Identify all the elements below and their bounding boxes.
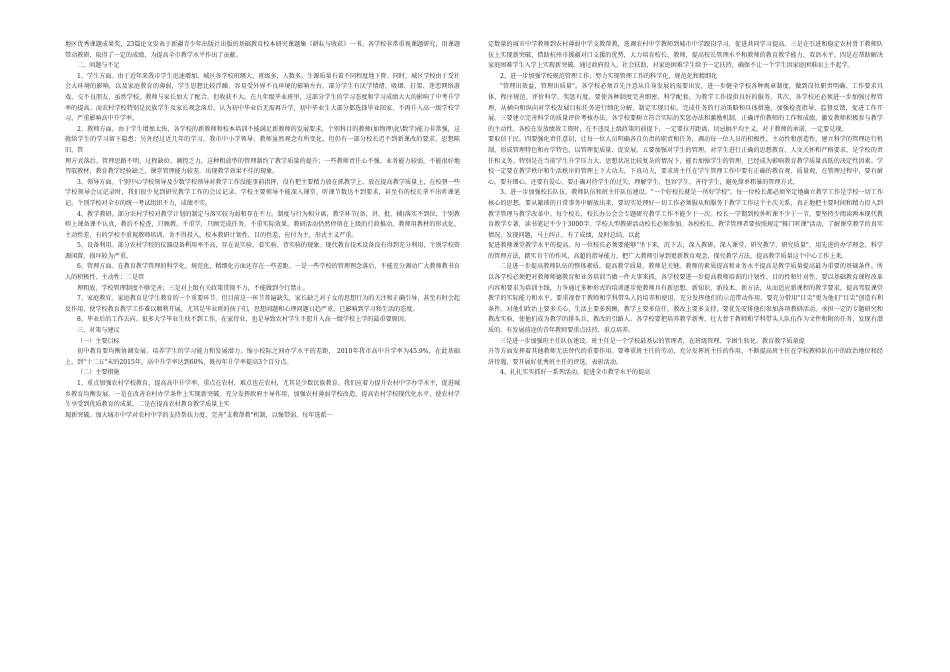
- section-heading: 4、扎扎实实抓好一系列活动，促进全市教学水平的提高: [500, 369, 651, 377]
- paragraph: "管理出效益，管理出质量"。各学校必须首先注意从自身发展的需要出发，进一步健全学校各种规章制度，做到岗位职责明确、工作要求具体、程序规范、评价科学、奖惩有度。要使各种制度完善细密、科学配套，为教学工作提供良好的服务。其次，各学校还必须进一步加强过程管理，从横向和纵向对学校发展目标任务进行细化分解，制定实现目标、完成任务的行动策略和具体措施，加强检查指导、监督反馈，促进工作开展。三要建立完善科学的质量评价考核办法。各学校要树立符合实际的奖惩办法和激励机制，正确评价教师的工作和成绩，激发教师积极参与教学的主动性。各校在发放绩效工资时，在不违反上级政策的前提下，一定要拉开距离，切忌搞平均主义。对于教师的承诺，一定要兑现。: [488, 83, 883, 133]
- section-heading: 三、对策与建议: [77, 327, 120, 335]
- paragraph: 理方式落后、管理思路不明、过程缺位、调控乏力，这种粗放型的管理制约了教学质量的提升；一些教师责任心不强、业务能力较弱，不能很好地驾驭教材，教育教学经验缺乏，课堂管理能力较差，出现教学效果不佳的现象。: [65, 157, 460, 176]
- paragraph: 促进教师课堂教学水平的提高。每一位校长必须要能够"坐下来，沉下去，深入教研，深入课堂，研究教学，研究质量"，用先进的办学理念、科学的管理方法，踏实肯干的作风，高超的指导能力，把广大教师引导到更新教育观念，探究教学方法，提高教学质量这个中心工作上来。: [488, 242, 883, 260]
- paragraph: 初中教育要均衡协调发展。培养学生的学习能力和发展潜力。缩小校际之间办学水平的差距， 2010年我市高中升学率为45.9%，在此基础上，到"十二五"末的2015年，高中升学率达到60%，既每年升学率提高3个百分点。: [65, 348, 460, 366]
- right-column: [488, 40, 883, 379]
- paragraph: 二是进一步提高教师队伍的整体素质。提高教学质量，教师是关键。教师的素质提高和业务水平提高是教学质量提高最为重要的基础条件。所以各学校必须把对教师师德教育和业务培训当做一件大事来抓。各学校要进一步提高教师培训的计划性、目的性和针对性，要以基础教育课程改革内容和要求为培训主线，力争通过多种形式的培训逐步使教师具有新思想、新知识、新技术、新方法，从而适应新课程的教学要求，提高驾驭课堂教学的实际能力和水平。要重视骨干教师和学科带头人的培养和使用，充分发挥他们的示范带动作用，要充分借用"目尖"更为他们"目尖"创造有利条件。对他们政治上要多关心，生活上要多照顾，教学上要多信任，教改上要多支持，要优先安排他们参加各项教研活动，承担一定的专题研究和教改实验，使他们成为教学的排头兵、教改的引路人。各学校要把培养教学新秀、壮大骨干教师和学科带头人队伍作为文件和附的任务，发现有潜质的、有发展前途的青年教师要重点扶持、重点培养。: [488, 263, 883, 335]
- paragraph: 定数量的城市中学教师到农村薄弱中学支教帮教，选调农村中学教师到城市中学跟岗学习，促进共同学习提高。三是在引进和稳定农村骨干教师队伍上实现新突破，借助杭州市援疆对口支援的优势，大力培育校长、教师，提高校长管理水平和教师的教育教学能力、双语水平。四是在帮助解决家庭困难学生入学上实现新突破。通过政府投入、社会扶助，对家庭困难学生给予一定扶持，确保不让一个学生因家庭困难而上不起学。: [488, 41, 883, 70]
- paragraph: 现新突破。加大城市中学对农村中学的支持帮扶力度，完善"支教帮教"机制，以强带弱，每年选派一: [65, 411, 333, 419]
- paragraph: 6、管理方面。在教育教学管理的科学化、规范化、精细化方面还存在一些差距。一是一些学校的管理理念落后，不能充分调动广大教师教书育人的积极性、主动性；二是管: [65, 263, 460, 282]
- paragraph: 升等方面发挥着其他教师无法替代的重要作用。要尊重班主任的劳动，充分发挥班主任的作用，不断提高班主任在学校教师队伍中的政治地位和经济待遇，要开展好优秀班主任的评选、表彰活动。: [488, 348, 883, 366]
- paragraph: 4、教学教研。部分农村学校对教学计划的制定与落实较为弱和存在不力。制度与行为相分离，教学环节(备、讲、批、辅)落实不到位，个别教师上课备课不认真，教后不检查，只顾教，不重学，只顾完成任务，不重实际效果。教研活动仍然停留在上级的行政推动，教师用教材的形式化、主动性差，有的学校不重视教师培训，舍不得投入，校本教研计划性、目的性差，应付为主，形式主义严重。: [65, 210, 460, 239]
- section-heading: 二、问题与不足: [77, 62, 120, 70]
- paragraph: 地区优秀课题成果奖，23篇论文发表于新疆青少年出版社出版的基础教育校本研究课题集《耕耘与收获》一书。各学校非常重视课题研究，用课题带动教研，取得了一定的成绩，为提高全市教学水平作出了贡献。: [65, 41, 460, 59]
- subsection-heading: （二）主要措施: [77, 369, 120, 377]
- paragraph: 三是进一步加强班主任队伍建设。班主任是一个学校最基层的管理者，在班级管理、学困生转化、教育教学质量提: [500, 337, 805, 345]
- paragraph: 1、学生方面。由于近年来我市学生迅速增加，城区各学校班额大，班级多，人数多，生源质量有着不同程度地下降。同时，城区学校由于受社会大环境的影响，以及家庭教育的薄弱，学生思想比较浮躁，容易受外界不良环境的影响左右。部分学生有厌学情绪，吸烟、打架、迷恋网络游戏、交不良朋友，虽然学校、教师与家长加大了配合，但收获不大。在九年级毕业班里，这部分学生的学习态度和学习成绩大大的影响了中考升学率的提高。而农村学校特别是民族学生及家长观念落后，认为初中毕业后无需再升学，初中毕业生大部分都选择毕业回家，不再升入高一级学校学习，严重影响高中升学率。: [65, 72, 460, 123]
- paragraph: 7、家庭教育。家庭教育是学生教育的一个重要环节。但目前这一环节普遍缺失，家长缺乏对子女的思想行为的关注和正确引导，甚至有时会起反作用，使学校教育教学工作难以顺利开展，尤其是毕业班的孩子们，思想问题和心理问题日趋严重，已影响到学习和生活的态度。: [65, 295, 460, 313]
- paragraph: 5、设备利用。部分农村学校的仪器设备利用率不高，存在说实验、看实验、背实验的现象。现代教育技术设备没有得到充分利用，个别学校资源闲置、损坏较为严重。: [65, 242, 460, 260]
- left-column: [65, 40, 460, 421]
- paragraph: 理粗放，学校管理制度不够完善；三是对上级有关政策贯彻不力，不能做到令行禁止。: [77, 284, 309, 292]
- paragraph: 3、领导方面。个别中心学校领导及少数学校领导对教学工作没能事前指挥，没有把主要精力放在抓教学上，放在提高教学质量上，在校督一些学校领导会议记录时，我们很少见到研究教学工作的会议记录。学校主要领导不能深入课堂，听课节数达不到要求，甚至有的校长拿不出听课笔记。个别学校对全市的统一考试组织不力，成绩不实。: [65, 178, 460, 207]
- section-heading: 2、进一步加强学校规范管理工作，努力实现管理工作的科学化、规范化和精细化: [500, 72, 718, 80]
- paragraph: 3、进一步加强校长队伍、教师队伍和班主任队伍建设。"一个好校长就是一所好学校"。每一位校长都必须坚定地确立教学工作是学校一切工作核心的思想，要从繁琐的日常事务中解放出来，要切实处理好一切工作必须服从和服务于教学工作这个主次关系，真正地把主要时间和精力投入到教学管理与教学改革中。每个校长，校长办公会会专题研究教学工作不能少于一次。校长一学期到校外听课不少于一节，要坚持少阅读两本现代教育教学专著，读书笔记不少于3000字。学校大型教研活动校长必须参加。各校校长、教学管理者要按照规定"推门听课"活动，了解课堂教学的真实情况，发现问题，马上纠正，有了成绩，及时总结，以此: [488, 189, 883, 239]
- paragraph: 1、重点加强农村学校教育，提高高中升学率，重点在农村，难点也在农村，尤其是少数民族教育。我们应着力提升农村中学办学水平，促进城乡教育均衡发展。一是在改善农村办学条件上实现新突破。充分发挥政府主导作用，加强农村薄弱学校改造，提高农村学校现代化水平，使农村学生享受到优质教育的成果。二是在提高农村教育教学质量上实: [65, 380, 460, 409]
- paragraph: 2、教师方面。由于学生增加太快，各学校的新教师和校本培训不能满足新教师的发展要求，个别科目的教师(如物理\化\数学)能力非常强，这就给学生的学习留下隐患；另外经过近几年的学习，我市中小学领导、教师虽然观念有所变化，但仍有一部分校长迟不到新课改的要求，思想陈旧、管: [65, 125, 460, 154]
- paragraph: 要取信于民。四要强化责任意识，让每一位人员明确各自负责的职责和任务，调动每一位人员的积极性、主动性和创造性，建立科学的管理运行机制，形成管理特色和办学特色，以管理促质量、促发展。五要加强对学生的管理。对学生进行正确的思想教育、人文关怀和严格要求，是学校的责任和义务。特别是在当前学生升学压力大、思想状况比较复杂的情况下，能否加强学生的管理，已经成为影响教育教学质量高低的决定性因素。学校一定要在教学秩序和生活秩序的管理上下大功夫，下真功夫，要求班主任在学生管理工作中要有正确的教育观、质量观，在管理过程中，要有耐心、要有细心、还要有爱心，要正确对待学生的过失，理解学生，包容学生，善待学生，避免简单粗暴的管理方式。: [488, 136, 883, 186]
- paragraph: 8、毕业后的工作去向。很多大学毕业生找不到工作，在家待业，也是导致农村学生不愿升入高一级学校上学的最重要原因。: [77, 316, 410, 324]
- subsection-heading: （一）主要目标: [77, 337, 120, 345]
